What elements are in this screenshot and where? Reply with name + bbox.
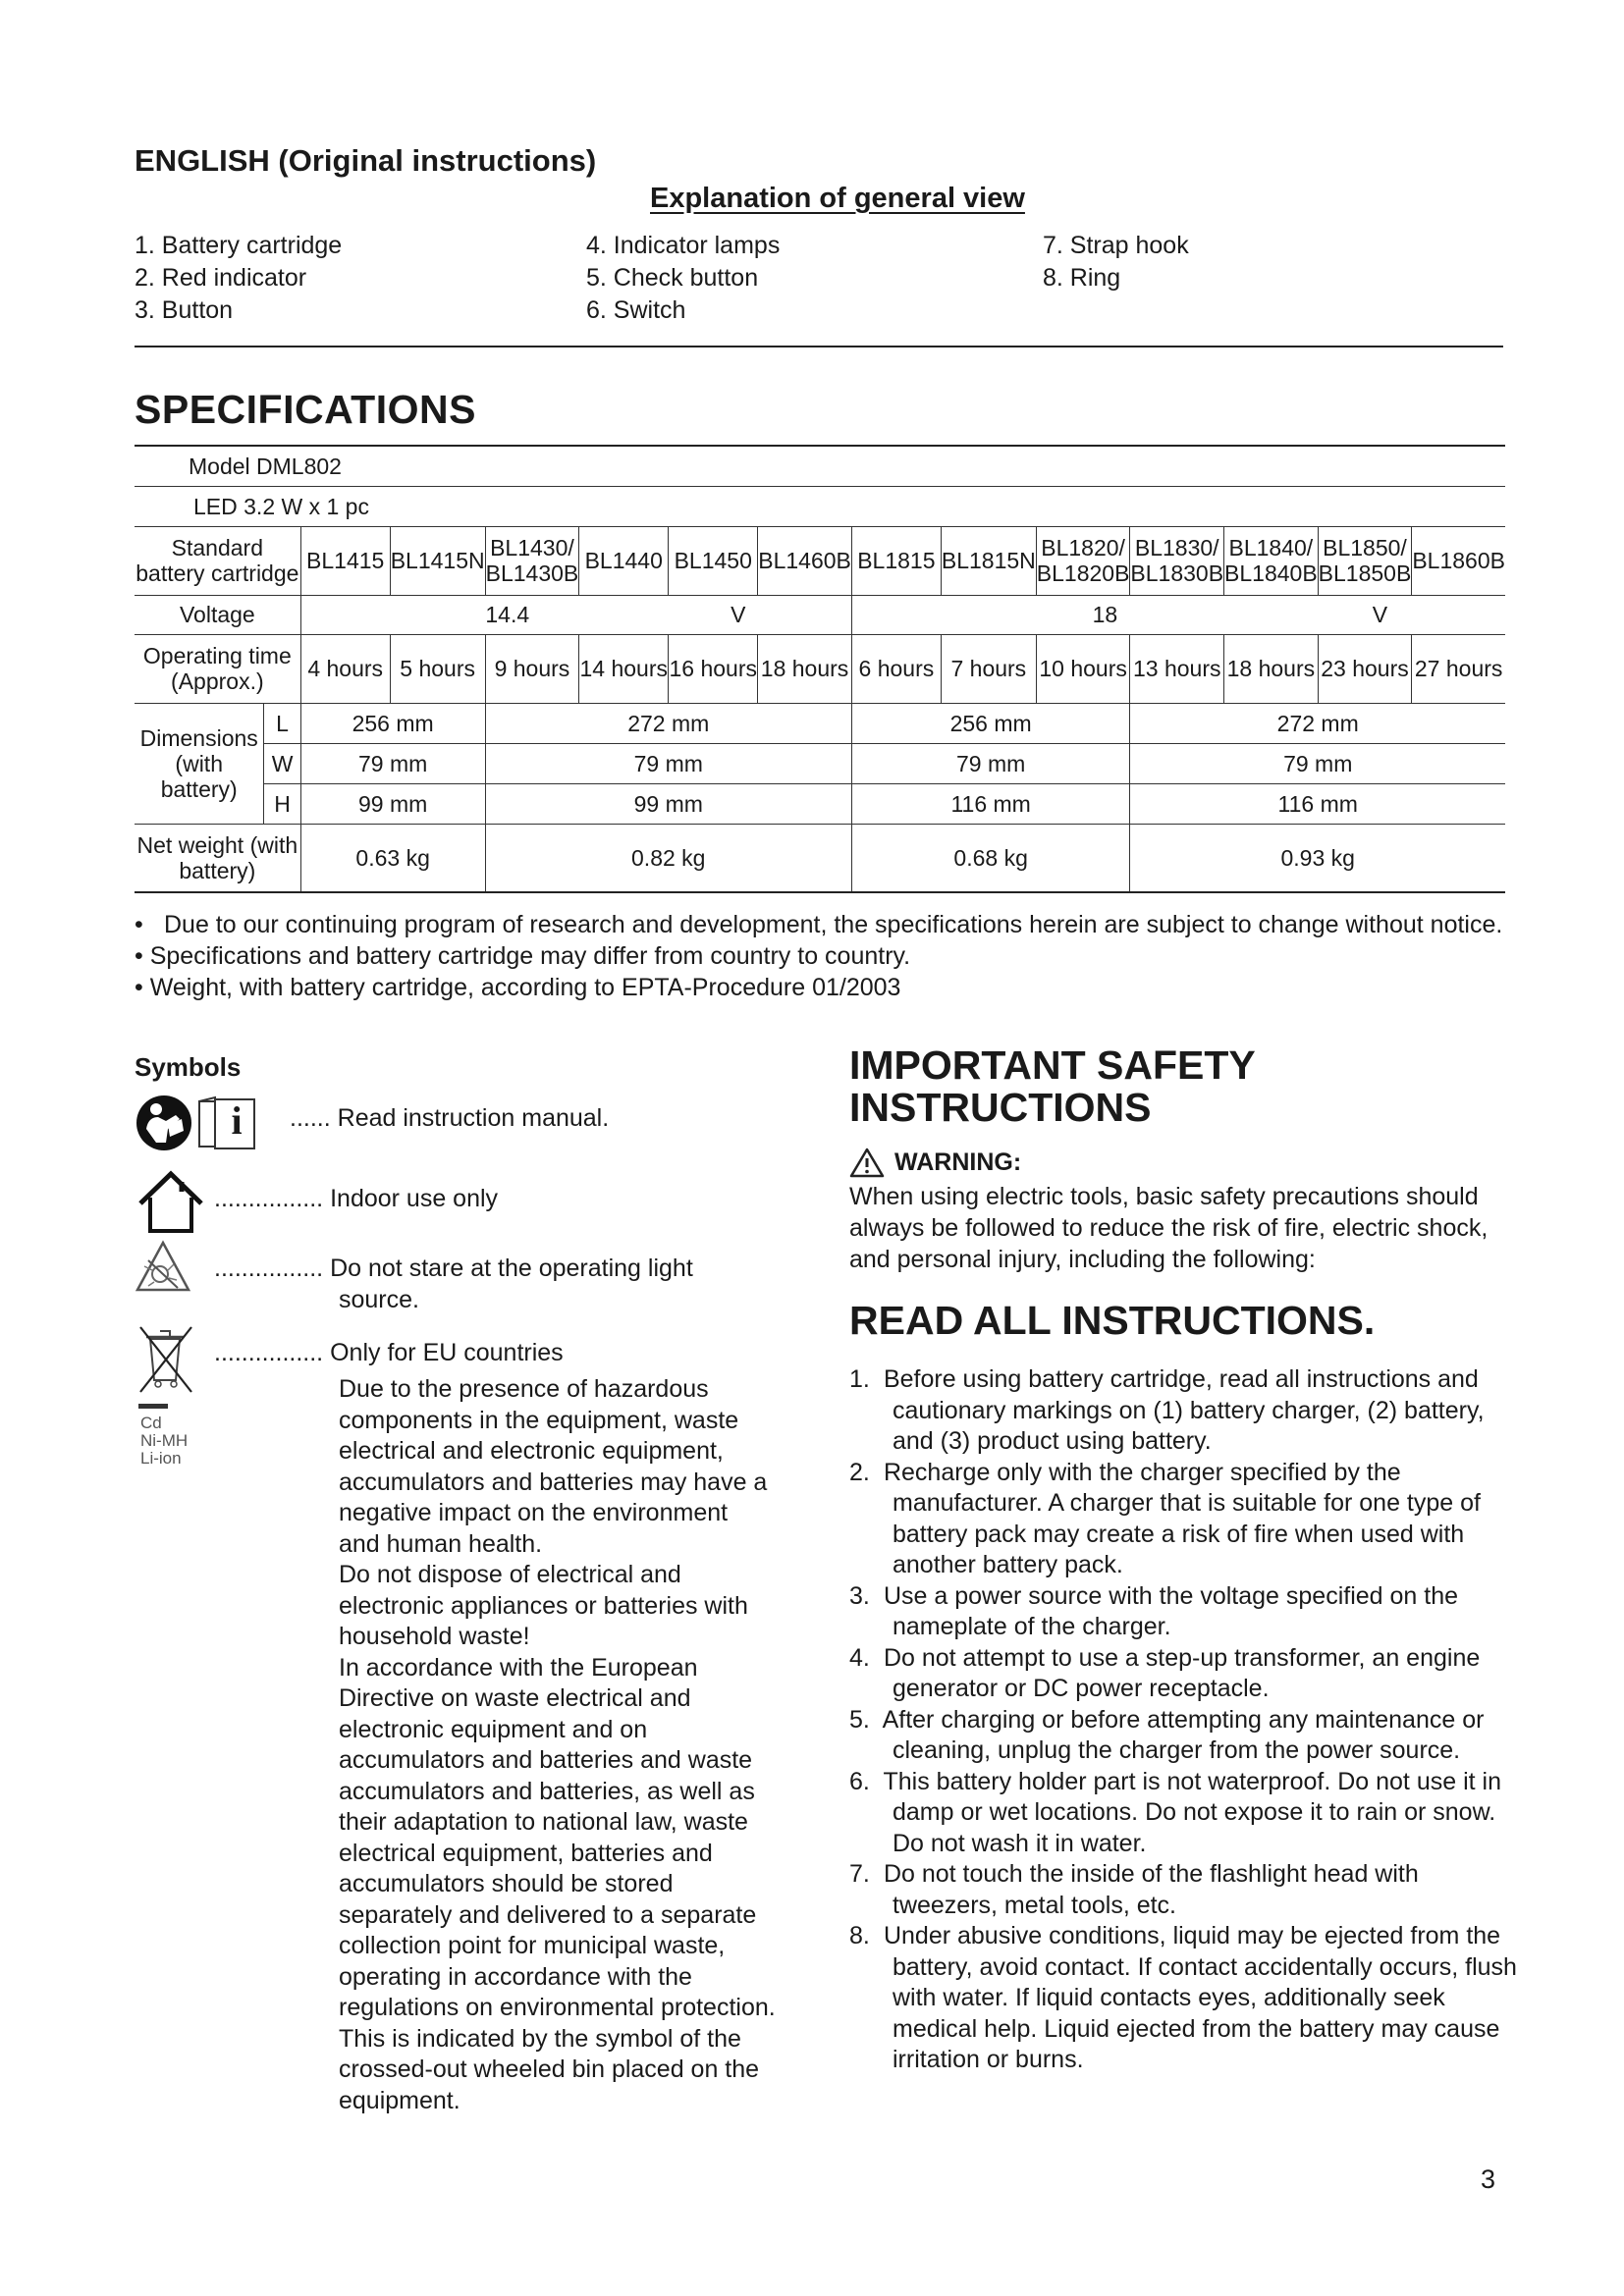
note-text: Due to our continuing program of research and development, the specifications herein are subject to change without notice. — [164, 911, 1503, 938]
eu-line: Due to the presence of hazardous — [339, 1375, 709, 1403]
battery-row — [135, 526, 1505, 595]
battery-label: Standard battery cartridge — [135, 526, 300, 595]
read-manual-text — [290, 1102, 609, 1134]
list-item — [849, 1705, 1517, 1767]
operating-time-cell: 27 hours — [1412, 634, 1505, 703]
operating-time-cell: 13 hours — [1130, 634, 1224, 703]
dimension-cell: 116 mm — [1130, 783, 1505, 824]
operating-time-row — [135, 634, 1505, 703]
page-number: 3 — [1481, 2164, 1496, 2194]
operating-time-cell: 14 hours — [579, 634, 669, 703]
dim-H-label: H — [264, 783, 300, 824]
item-number: 6. — [849, 1767, 870, 1795]
eu-line: electronic appliances or batteries with — [339, 1591, 748, 1620]
indoor-label: Indoor use only — [330, 1185, 499, 1212]
weight-cell: 0.63 kg — [300, 824, 485, 892]
operating-time-cell: 10 hours — [1036, 634, 1130, 703]
weight-cell: 0.68 kg — [851, 824, 1130, 892]
parts-column-1 — [135, 230, 342, 327]
eu-line: Do not dispose of electrical and — [339, 1561, 681, 1588]
eu-line: electrical equipment, batteries and — [339, 1839, 713, 1867]
eu-line: separately and delivered to a separate — [339, 1900, 757, 1929]
eu-line: accumulators and batteries and waste — [339, 1746, 753, 1774]
list-item — [849, 1643, 1517, 1705]
weight-row — [135, 824, 1505, 892]
battery-cell: BL1820/ BL1820B — [1036, 526, 1130, 595]
operating-time-cell: 18 hours — [758, 634, 852, 703]
voltage-18-value: 18 — [1092, 602, 1118, 627]
eu-text-line — [214, 1337, 564, 1368]
safety-title-line: IMPORTANT SAFETY — [849, 1042, 1256, 1088]
operating-time-cell: 23 hours — [1318, 634, 1412, 703]
dimensions-label: Dimensions (with battery) — [135, 703, 264, 824]
part-item: 8. Ring — [1043, 264, 1121, 292]
list-item — [849, 1767, 1517, 1860]
eu-line: This is indicated by the symbol of the — [339, 2024, 741, 2053]
eu-line: equipment. — [339, 2086, 460, 2114]
read-manual-label: Read instruction manual. — [337, 1104, 610, 1132]
list-item — [849, 1581, 1517, 1643]
part-item: 1. Battery cartridge — [135, 232, 343, 259]
item-text: Do not attempt to use a step-up transformer, an engine generator or DC power receptacle. — [883, 1643, 1481, 1702]
dimension-cell: 256 mm — [851, 703, 1130, 743]
item-text: Do not touch the inside of the flashlight head with tweezers, metal tools, etc. — [883, 1860, 1419, 1919]
dimension-cell: 272 mm — [1130, 703, 1505, 743]
parts-column-2 — [586, 230, 780, 327]
warning-label: WARNING: — [894, 1148, 1022, 1176]
battery-cell: BL1440 — [579, 526, 669, 595]
indoor-symbol — [135, 1168, 207, 1237]
read-manual-icon — [135, 1090, 282, 1152]
eu-line: electrical and electronic equipment, — [339, 1437, 724, 1465]
voltage-label: Voltage — [135, 595, 300, 634]
operating-time-cell: 7 hours — [941, 634, 1036, 703]
battery-cell: BL1450 — [669, 526, 758, 595]
item-number: 4. — [849, 1643, 870, 1672]
note-item: • Weight, with battery cartridge, according to EPTA-Procedure 01/2003 — [135, 974, 901, 1001]
warning-heading — [849, 1147, 1021, 1178]
note-item: • Specifications and battery cartridge may differ from country to country. — [135, 942, 911, 970]
specification-notes — [135, 909, 1509, 1003]
eu-line: In accordance with the European — [339, 1653, 698, 1682]
dimension-L-row — [135, 703, 1505, 743]
chem-label: Li-ion — [140, 1449, 182, 1468]
item-text: After charging or before attempting any maintenance or cleaning, unplug the charger from the power source. — [882, 1705, 1485, 1764]
bin-bar — [138, 1404, 168, 1409]
explanation-title: Explanation of general view — [650, 183, 1025, 214]
voltage-row — [135, 595, 1505, 634]
item-number: 8. — [849, 1922, 870, 1949]
part-item: 2. Red indicator — [135, 264, 307, 292]
read-manual-symbol — [135, 1090, 282, 1152]
list-item — [849, 1458, 1517, 1581]
section-divider — [135, 346, 1503, 347]
operating-time-cell: 16 hours — [669, 634, 758, 703]
no-stare-light-icon — [135, 1239, 191, 1296]
list-item — [849, 1921, 1517, 2076]
item-text: Use a power source with the voltage specified on the nameplate of the charger. — [883, 1581, 1459, 1640]
eu-line: negative impact on the environment — [339, 1499, 729, 1526]
leader-dots: ................ — [214, 1185, 324, 1212]
indoor-text — [214, 1183, 498, 1214]
dimension-cell: 79 mm — [300, 743, 485, 783]
dimension-cell: 79 mm — [851, 743, 1130, 783]
part-item: 5. Check button — [586, 264, 759, 292]
eu-line: accumulators and batteries may have a — [339, 1468, 768, 1496]
eu-label: Only for EU countries — [330, 1339, 564, 1366]
eu-line: accumulators should be stored — [339, 1870, 674, 1897]
weight-label: Net weight (with battery) — [135, 824, 300, 892]
battery-cell: BL1850/ BL1850B — [1318, 526, 1412, 595]
eu-line: their adaptation to national law, waste — [339, 1808, 748, 1836]
no-stare-label-continued: source. — [339, 1286, 419, 1313]
part-item: 7. Strap hook — [1043, 232, 1189, 259]
battery-cell: BL1460B — [758, 526, 852, 595]
battery-chemistry-labels — [135, 1415, 197, 1468]
list-item — [849, 1859, 1517, 1921]
safety-title-line: INSTRUCTIONS — [849, 1085, 1152, 1130]
dimension-H-row — [135, 783, 1505, 824]
voltage-18-unit: V — [1372, 602, 1388, 627]
eu-line: household waste! — [339, 1623, 530, 1650]
part-item: 4. Indicator lamps — [586, 232, 781, 259]
battery-cell: BL1415 — [300, 526, 390, 595]
leader-dots: ................ — [214, 1339, 324, 1366]
dimension-cell: 99 mm — [300, 783, 485, 824]
operating-time-cell: 6 hours — [851, 634, 941, 703]
eu-bin-symbol — [135, 1323, 197, 1468]
no-stare-symbol — [135, 1239, 191, 1296]
battery-cell: BL1430/ BL1430B — [485, 526, 579, 595]
safety-instructions-list — [849, 1364, 1517, 2076]
item-number: 5. — [849, 1705, 870, 1734]
battery-cell: BL1815 — [851, 526, 941, 595]
operating-time-label: Operating time (Approx.) — [135, 634, 300, 703]
eu-line: Directive on waste electrical and — [339, 1684, 691, 1712]
warning-text: When using electric tools, basic safety precautions should always be followed to reduce the risk of fire, electric shock, and personal injury, including the following: — [849, 1183, 1489, 1273]
eu-line: accumulators and batteries, as well as — [339, 1777, 755, 1805]
battery-cell: BL1840/ BL1840B — [1224, 526, 1319, 595]
no-stare-text — [214, 1253, 693, 1315]
voltage-18-cell — [851, 595, 1505, 634]
voltage-14-4-unit: V — [731, 602, 746, 627]
no-stare-label: Do not stare at the operating light — [330, 1255, 693, 1282]
item-number: 3. — [849, 1581, 870, 1610]
operating-time-cell: 4 hours — [300, 634, 390, 703]
specifications-table — [135, 445, 1505, 893]
crossed-bin-icon — [135, 1323, 197, 1398]
eu-line: crossed-out wheeled bin placed on the — [339, 2056, 760, 2083]
item-number: 1. — [849, 1365, 870, 1393]
language-heading: ENGLISH (Original instructions) — [135, 143, 597, 178]
dimension-W-row — [135, 743, 1505, 783]
item-number: 7. — [849, 1860, 870, 1888]
item-number: 2. — [849, 1458, 870, 1486]
eu-paragraph — [339, 1374, 800, 2116]
operating-time-cell: 5 hours — [390, 634, 485, 703]
note-bullet: • — [135, 911, 143, 938]
part-item: 6. Switch — [586, 296, 686, 324]
leader-dots: ................ — [214, 1255, 324, 1282]
manual-i-glyph: i — [231, 1098, 243, 1143]
dimension-cell: 99 mm — [485, 783, 851, 824]
chem-label: Ni-MH — [140, 1431, 189, 1450]
dimension-cell: 79 mm — [485, 743, 851, 783]
led-cell: LED 3.2 W x 1 pc — [135, 486, 1505, 526]
part-item: 3. Button — [135, 296, 234, 324]
note-item — [135, 909, 1509, 940]
list-item — [849, 1364, 1517, 1458]
eu-line: components in the equipment, waste — [339, 1406, 739, 1434]
important-safety-title — [849, 1044, 1340, 1129]
battery-cell: BL1415N — [390, 526, 485, 595]
dim-L-label: L — [264, 703, 300, 743]
eu-line: electronic equipment and on — [339, 1715, 648, 1743]
item-text: Under abusive conditions, liquid may be ejected from the battery, avoid contact. If contact accidentally occurs, flush with water. If liquid contacts eyes, additionally seek medical help. Liquid ejected from the battery may cause irritation or burns. — [883, 1922, 1517, 2073]
battery-cell: BL1815N — [941, 526, 1036, 595]
weight-cell: 0.82 kg — [485, 824, 851, 892]
eu-line: regulations on environmental protection. — [339, 1994, 776, 2021]
weight-cell: 0.93 kg — [1130, 824, 1505, 892]
item-text: This battery holder part is not waterproof. Do not use it in damp or wet locations. Do not expose it to rain or snow. Do not wash it in water. — [883, 1767, 1501, 1857]
battery-cell: BL1860B — [1412, 526, 1505, 595]
voltage-14-4-cell — [300, 595, 851, 634]
chem-label: Cd — [140, 1414, 162, 1432]
dimension-cell: 256 mm — [300, 703, 485, 743]
operating-time-cell: 9 hours — [485, 634, 579, 703]
house-icon — [135, 1168, 207, 1237]
item-text: Recharge only with the charger specified by the manufacturer. A charger that is suitable for one type of battery pack may create a risk of fire when used with another battery pack. — [883, 1458, 1481, 1578]
model-cell: Model DML802 — [135, 446, 1505, 486]
leader-dots: ...... — [290, 1104, 331, 1132]
symbols-title: Symbols — [135, 1052, 242, 1082]
eu-line: collection point for municipal waste, — [339, 1932, 726, 1959]
warning-icon — [849, 1147, 885, 1178]
eu-line: operating in accordance with the — [339, 1962, 692, 1991]
battery-cell: BL1830/ BL1830B — [1130, 526, 1224, 595]
dimension-cell: 79 mm — [1130, 743, 1505, 783]
parts-column-3 — [1043, 230, 1189, 294]
operating-time-cell: 18 hours — [1224, 634, 1319, 703]
eu-line: and human health. — [339, 1529, 543, 1558]
dim-W-label: W — [264, 743, 300, 783]
voltage-14-4-value: 14.4 — [485, 602, 530, 627]
dimension-cell: 272 mm — [485, 703, 851, 743]
dimension-cell: 116 mm — [851, 783, 1130, 824]
item-text: Before using battery cartridge, read all instructions and cautionary markings on (1) battery charger, (2) battery, and (3) product using battery. — [883, 1365, 1485, 1455]
read-all-instructions-title: READ ALL INSTRUCTIONS. — [849, 1298, 1376, 1343]
specifications-title: SPECIFICATIONS — [135, 387, 476, 432]
